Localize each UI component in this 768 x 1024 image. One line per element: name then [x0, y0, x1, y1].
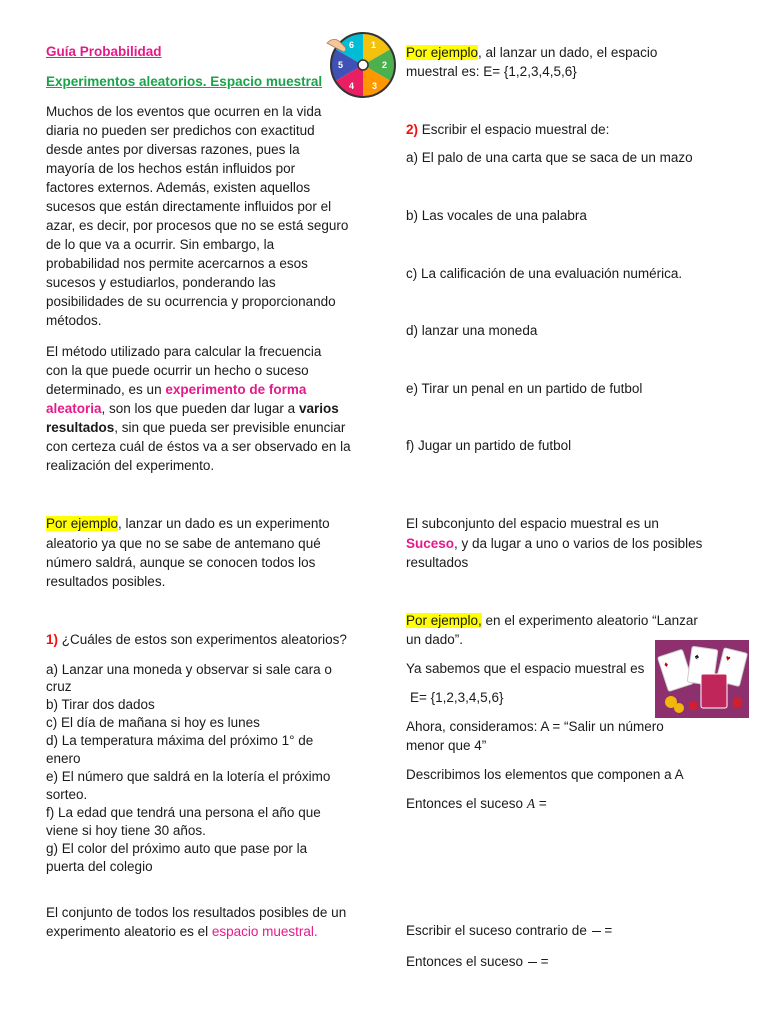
question-item: d) La temperatura máxima del próximo 1° de — [46, 733, 314, 748]
intro-line: métodos. — [46, 313, 102, 328]
subset-line: resultados — [406, 555, 469, 570]
keyword-aleatoria: aleatoria — [46, 401, 102, 416]
example-2-line: Ahora, consideramos: A = “Salir un número — [406, 719, 664, 734]
example-line: Por ejemplo, lanzar un dado es un experimento — [46, 516, 330, 531]
example-2-line: Entonces el suceso A = — [406, 796, 547, 811]
question-item: b) Tirar dos dados — [46, 697, 155, 712]
question-item: a) Lanzar una moneda y observar si sale cara o — [46, 662, 332, 677]
question-item: g) El color del próximo auto que pase por la — [46, 841, 308, 856]
example-2-line: un dado”. — [406, 632, 464, 647]
question-item: c) La calificación de una evaluación numérica. — [406, 266, 683, 281]
definition-line: El conjunto de todos los resultados posibles de un — [46, 905, 347, 920]
example-1-line: Por ejemplo, al lanzar un dado, el espacio — [406, 45, 658, 60]
cards-casino-image — [655, 640, 749, 718]
intro-line: Muchos de los eventos que ocurren en la vida — [46, 104, 322, 119]
method-line: realización del experimento. — [46, 458, 215, 473]
question-2-heading: 2) Escribir el espacio muestral de: — [406, 122, 610, 137]
question-item: a) El palo de una carta que se saca de un mazo — [406, 150, 693, 165]
wheel-number: 3 — [372, 81, 378, 91]
example-1-highlight: Por ejemplo — [406, 45, 479, 60]
wheel-number: 1 — [371, 40, 377, 50]
spinner-wheel-image — [323, 25, 403, 101]
intro-line: azar, es decir, por procesos que no se está seguro — [46, 218, 349, 233]
intro-line: mayoría de los hechos están influidos por — [46, 161, 296, 176]
intro-line: diaria no pueden ser predichos con exactitud — [46, 123, 315, 138]
question-item: sorteo. — [46, 787, 88, 802]
example-2-line: Ya sabemos que el espacio muestral es — [406, 661, 645, 676]
question-item: puerta del colegio — [46, 859, 153, 874]
wheel-number: 5 — [338, 60, 344, 70]
method-line: resultados, sin que pueda ser previsible enunciar — [46, 420, 346, 435]
question-item: enero — [46, 751, 81, 766]
example-line: número saldrá, aunque se conocen todos los — [46, 555, 316, 570]
svg-text:♦: ♦ — [662, 659, 670, 670]
question-item: e) Tirar un penal en un partido de futbol — [406, 381, 643, 396]
example-2-line: Por ejemplo, en el experimento aleatorio “Lanzar — [406, 613, 698, 628]
intro-line: de lo que va a ocurrir. Sin embargo, la — [46, 237, 275, 252]
intro-line: sucesos y estudiarlos, ponderando las — [46, 275, 276, 290]
example-2-line: E= {1,2,3,4,5,6} — [410, 690, 504, 705]
question-item: f) Jugar un partido de futbol — [406, 438, 572, 453]
method-line: con certeza cuál de éstos va a ser observado en la — [46, 439, 351, 454]
example-highlight: Por ejemplo — [46, 516, 119, 531]
subset-line: Suceso, y da lugar a uno o varios de los posibles — [406, 536, 703, 551]
method-line: aleatoria, son los que pueden dar lugar a varios — [46, 401, 339, 416]
question-item: c) El día de mañana si hoy es lunes — [46, 715, 260, 730]
method-line: con la que puede ocurrir un hecho o suceso — [46, 363, 309, 378]
question-item: viene si hoy tiene 30 años. — [46, 823, 206, 838]
subset-line: El subconjunto del espacio muestral es un — [406, 516, 659, 531]
doc-title: Guía Probabilidad — [46, 44, 162, 59]
question-item: f) La edad que tendrá una persona el año que — [46, 805, 321, 820]
intro-line: probabilidad nos permite acercarnos a esos — [46, 256, 308, 271]
intro-line: factores externos. Además, existen aquellos — [46, 180, 311, 195]
method-line: El método utilizado para calcular la frecuencia — [46, 344, 322, 359]
svg-text:♥: ♥ — [724, 653, 732, 664]
example-1-line: muestral es: E= {1,2,3,4,5,6} — [406, 64, 577, 79]
question-item: e) El número que saldrá en la lotería el próximo — [46, 769, 331, 784]
example-2-line: menor que 4” — [406, 738, 487, 753]
example-line: resultados posibles. — [46, 574, 166, 589]
wheel-number: 6 — [349, 40, 355, 50]
question-item: b) Las vocales de una palabra — [406, 208, 587, 223]
keyword-suceso: Suceso — [406, 536, 455, 551]
intro-line: sucesos que están directamente influidos por el — [46, 199, 332, 214]
example-line: aleatorio ya que no se sabe de antemano qué — [46, 536, 321, 551]
keyword-espacio-muestral: espacio muestral. — [211, 924, 318, 939]
example-2-line: Entonces el suceso = — [406, 954, 549, 969]
intro-line: posibilidades de su ocurrencia y proporcionando — [46, 294, 336, 309]
keyword-experimento: experimento de forma — [165, 382, 307, 397]
question-item: cruz — [46, 679, 72, 694]
wheel-number: 4 — [349, 81, 355, 91]
wheel-number: 2 — [382, 60, 388, 70]
question-item: d) lanzar una moneda — [406, 323, 538, 338]
svg-text:♠: ♠ — [694, 651, 700, 662]
doc-subtitle: Experimentos aleatorios. Espacio muestral — [46, 74, 323, 89]
example-2-highlight: Por ejemplo, — [406, 613, 482, 628]
example-2-line: Escribir el suceso contrario de = — [406, 923, 613, 938]
question-1-heading: 1) ¿Cuáles de estos son experimentos aleatorios? — [46, 632, 347, 647]
method-line: determinado, es un experimento de forma — [46, 382, 307, 397]
intro-line: desde antes por diversas razones, pues la — [46, 142, 300, 157]
definition-line: experimento aleatorio es el espacio muestral. — [46, 924, 318, 939]
example-2-line: Describimos los elementos que componen a A — [406, 767, 684, 782]
